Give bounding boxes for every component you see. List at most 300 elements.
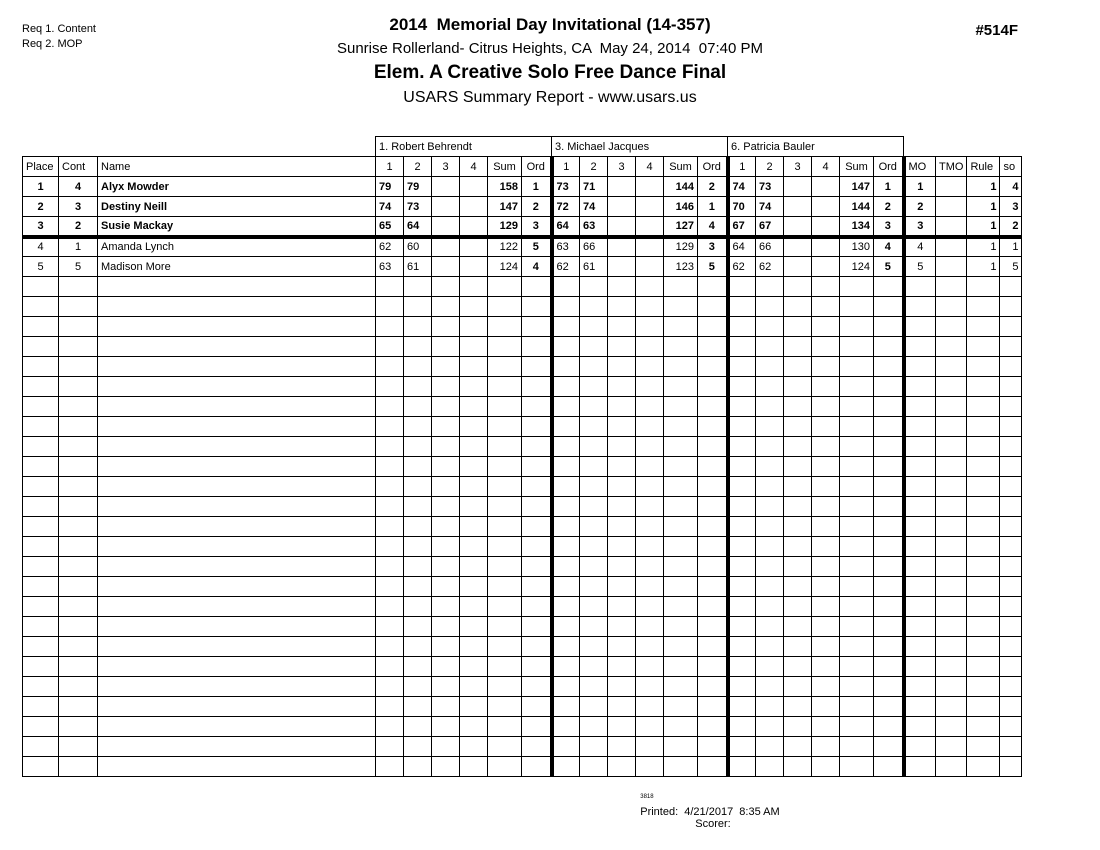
cell: 147 [488,197,522,217]
cell [488,577,522,597]
cell [552,437,580,457]
cell [608,737,636,757]
cell [432,337,460,357]
cell [432,197,460,217]
cell [98,297,376,317]
cell [812,677,840,697]
cell [812,437,840,457]
cell [756,597,784,617]
cell [904,657,936,677]
cell [936,237,967,257]
cell [460,477,488,497]
cell [376,437,404,457]
cell [904,277,936,297]
cell: 63 [580,217,608,237]
cell [936,757,967,777]
cell [812,377,840,397]
cell: 62 [376,237,404,257]
empty-row [23,477,1022,497]
cell [460,197,488,217]
cell [1000,337,1022,357]
cell [376,657,404,677]
judge-name-3: 6. Patricia Bauler [728,137,904,157]
cell [404,477,432,497]
column-header: Sum [840,157,874,177]
footer-micro-code: 3818 [640,794,654,800]
cell [376,577,404,597]
cell [636,697,664,717]
cell [904,597,936,617]
cell [59,657,98,677]
cell [812,337,840,357]
cell [756,557,784,577]
cell [98,597,376,617]
cell [488,517,522,537]
cell: 5 [522,237,552,257]
cell [784,237,812,257]
cell: 72 [552,197,580,217]
cell [812,357,840,377]
cell [580,477,608,497]
cell [522,477,552,497]
cell [552,677,580,697]
cell [460,357,488,377]
cell: 129 [664,237,698,257]
column-header: Sum [664,157,698,177]
column-header: 3 [432,157,460,177]
cell: Amanda Lynch [98,237,376,257]
cell [460,737,488,757]
cell [967,757,1000,777]
cell: 3 [1000,197,1022,217]
cell [904,497,936,517]
cell [967,677,1000,697]
cell [636,377,664,397]
cell [904,677,936,697]
cell [522,637,552,657]
cell [23,357,59,377]
cell [728,617,756,637]
cell [552,717,580,737]
cell [460,517,488,537]
cell [23,417,59,437]
cell [23,537,59,557]
cell [936,677,967,697]
cell [404,517,432,537]
empty-row [23,297,1022,317]
cell [23,477,59,497]
cell [904,577,936,597]
cell [636,457,664,477]
cell [756,417,784,437]
cell [874,357,904,377]
column-header: 1 [376,157,404,177]
cell [608,557,636,577]
column-header: TMO [936,157,967,177]
cell [488,677,522,697]
cell [552,637,580,657]
cell [608,617,636,637]
cell [98,397,376,417]
cell [432,177,460,197]
cell [756,297,784,317]
cell [664,657,698,677]
cell [874,757,904,777]
empty-row [23,517,1022,537]
cell [98,497,376,517]
cell [664,277,698,297]
cell: Susie Mackay [98,217,376,237]
cell [728,717,756,737]
cell [874,397,904,417]
cell [636,357,664,377]
cell [698,577,728,597]
cell [1000,517,1022,537]
cell: 74 [580,197,608,217]
cell [460,677,488,697]
cell [59,677,98,697]
cell [698,297,728,317]
cell [812,757,840,777]
cell [608,237,636,257]
cell [636,597,664,617]
cell [23,697,59,717]
cell [636,737,664,757]
cell [552,337,580,357]
cell [522,397,552,417]
cell: Madison More [98,257,376,277]
column-header-row [23,157,1022,177]
cell [728,537,756,557]
judge-row-spacer-right [904,137,1022,157]
cell [936,657,967,677]
cell [376,517,404,537]
cell [756,337,784,357]
cell [608,497,636,517]
cell [812,417,840,437]
cell [784,217,812,237]
cell [432,717,460,737]
cell [98,457,376,477]
cell: 123 [664,257,698,277]
cell: 5 [904,257,936,277]
cell [936,577,967,597]
cell [23,597,59,617]
cell [874,717,904,737]
judge-header-row [23,137,1022,157]
column-header: MO [904,157,936,177]
cell [404,697,432,717]
cell [608,177,636,197]
cell [967,397,1000,417]
empty-row [23,737,1022,757]
cell [580,657,608,677]
cell [840,637,874,657]
cell [580,697,608,717]
cell: 4 [904,237,936,257]
cell: 61 [404,257,432,277]
cell [756,277,784,297]
column-header: Ord [522,157,552,177]
cell [460,697,488,717]
cell [404,317,432,337]
cell [756,477,784,497]
cell: 1 [522,177,552,197]
cell: 63 [376,257,404,277]
cell [812,737,840,757]
cell [840,757,874,777]
cell [636,337,664,357]
cell: 73 [756,177,784,197]
empty-row [23,537,1022,557]
cell [874,417,904,437]
cell [840,577,874,597]
cell [23,277,59,297]
cell [432,517,460,537]
cell [580,277,608,297]
cell [376,417,404,437]
cell [98,337,376,357]
cell [552,757,580,777]
cell [522,557,552,577]
cell [812,197,840,217]
cell [432,557,460,577]
cell: 130 [840,237,874,257]
cell [98,357,376,377]
cell [552,697,580,717]
cell [59,297,98,317]
cell [59,757,98,777]
cell [874,577,904,597]
cell [98,677,376,697]
cell [522,517,552,537]
column-header: Name [98,157,376,177]
empty-row [23,417,1022,437]
cell [432,397,460,417]
empty-row [23,557,1022,577]
cell [404,577,432,597]
cell [636,637,664,657]
cell [904,637,936,657]
cell: 4 [874,237,904,257]
cell [23,297,59,317]
cell [664,537,698,557]
cell [936,457,967,477]
event-code: #514F [975,22,1018,39]
cell [698,317,728,337]
empty-row [23,357,1022,377]
cell: 62 [552,257,580,277]
cell [936,717,967,737]
cell [432,237,460,257]
cell [698,697,728,717]
cell [1000,397,1022,417]
cell [936,177,967,197]
cell [698,337,728,357]
cell [460,557,488,577]
cell: Alyx Mowder [98,177,376,197]
cell [636,177,664,197]
cell [488,417,522,437]
cell [664,717,698,737]
cell: 79 [376,177,404,197]
cell [59,617,98,637]
cell [608,277,636,297]
cell [488,337,522,357]
cell [98,417,376,437]
cell [608,657,636,677]
cell [784,717,812,737]
cell [608,297,636,317]
cell [432,737,460,757]
cell [904,477,936,497]
empty-row [23,317,1022,337]
cell [376,497,404,517]
cell [664,697,698,717]
cell [840,277,874,297]
cell: 1 [698,197,728,217]
cell [404,417,432,437]
cell [552,297,580,317]
empty-row [23,717,1022,737]
cell [664,357,698,377]
cell [784,177,812,197]
cell [580,497,608,517]
cell [936,317,967,337]
cell [23,557,59,577]
cell [460,657,488,677]
cell: 2 [904,197,936,217]
cell [460,317,488,337]
cell [698,757,728,777]
cell: 66 [580,237,608,257]
cell [404,637,432,657]
cell [784,597,812,617]
event-title: Elem. A Creative Solo Free Dance Final [373,62,727,83]
cell [23,617,59,637]
cell [874,497,904,517]
cell [812,277,840,297]
cell [967,657,1000,677]
cell: 62 [728,257,756,277]
cell: 2 [59,217,98,237]
empty-row [23,577,1022,597]
cell [967,717,1000,737]
cell [840,737,874,757]
cell [460,537,488,557]
cell [784,577,812,597]
cell [23,637,59,657]
cell [580,457,608,477]
cell [580,377,608,397]
cell [522,417,552,437]
cell [904,417,936,437]
cell [404,657,432,677]
empty-row [23,677,1022,697]
cell [608,637,636,657]
cell: 66 [756,237,784,257]
cell [698,417,728,437]
cell [698,597,728,617]
cell [23,457,59,477]
cell [874,457,904,477]
cell: 67 [756,217,784,237]
cell [552,617,580,637]
cell [98,537,376,557]
cell [728,377,756,397]
cell [698,477,728,497]
column-header: Place [23,157,59,177]
cell [812,177,840,197]
cell: 3 [698,237,728,257]
cell: 1 [1000,237,1022,257]
cell [552,537,580,557]
cell [840,317,874,337]
cell [608,197,636,217]
cell [840,357,874,377]
cell: 1 [904,177,936,197]
cell [23,397,59,417]
cell [522,737,552,757]
cell [664,377,698,397]
cell [404,537,432,557]
cell [967,517,1000,537]
empty-row [23,277,1022,297]
cell [636,257,664,277]
cell [756,377,784,397]
cell [1000,657,1022,677]
cell [728,357,756,377]
cell [376,317,404,337]
cell [784,737,812,757]
cell [432,597,460,617]
cell [784,277,812,297]
cell [23,717,59,737]
cell [432,477,460,497]
cell [904,317,936,337]
column-header: 1 [552,157,580,177]
cell [967,617,1000,637]
cell [874,637,904,657]
cell [59,357,98,377]
cell [98,617,376,637]
cell: 4 [59,177,98,197]
cell [1000,737,1022,757]
cell [460,297,488,317]
venue-date-line: Sunrise Rollerland- Citrus Heights, CA May 24, 2014 07:40 PM [336,40,764,57]
column-header: Sum [488,157,522,177]
cell [608,677,636,697]
empty-row [23,397,1022,417]
cell [784,437,812,457]
empty-row [23,617,1022,637]
cell [376,677,404,697]
cell [376,397,404,417]
cell [488,397,522,417]
cell [488,437,522,457]
cell [404,337,432,357]
cell [376,537,404,557]
cell [636,537,664,557]
cell [874,677,904,697]
cell [784,677,812,697]
cell [874,477,904,497]
empty-row [23,697,1022,717]
cell [812,557,840,577]
cell: 146 [664,197,698,217]
cell [784,257,812,277]
column-header: Rule [967,157,1000,177]
